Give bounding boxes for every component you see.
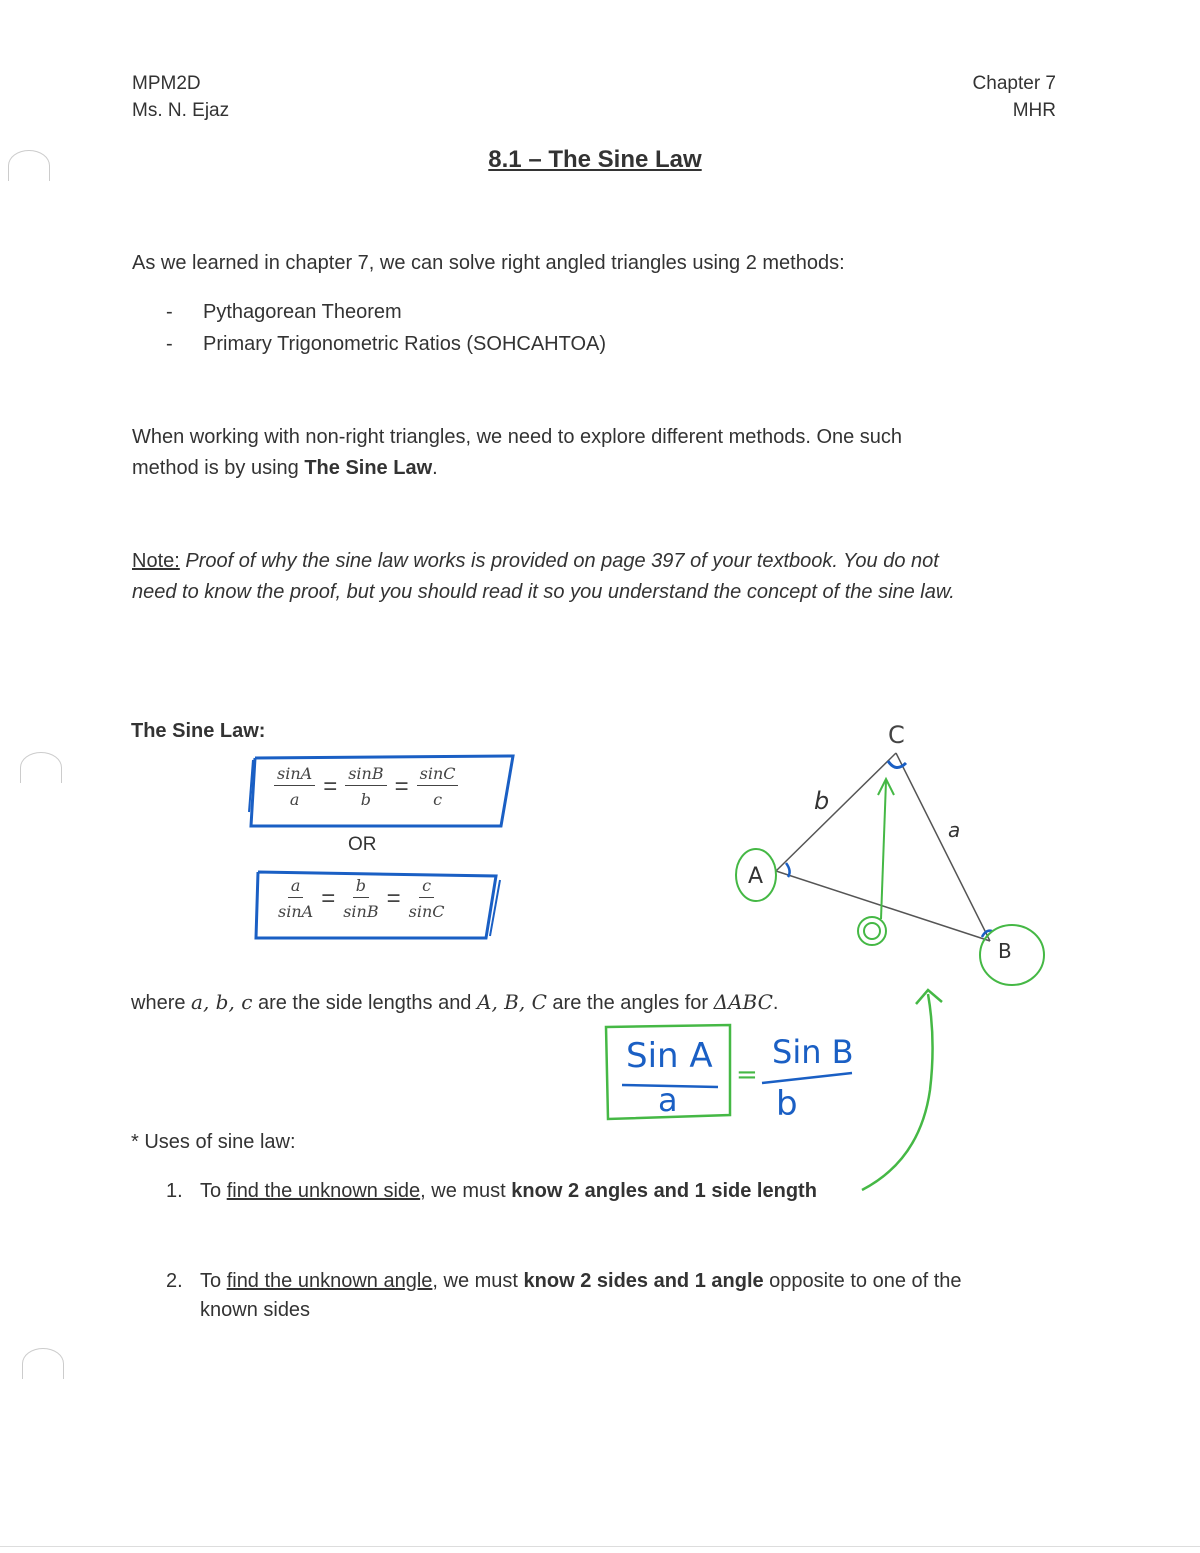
fraction-numerator: b [353,876,369,898]
period: . [772,992,779,1014]
item-underlined: find the unknown angle [226,1270,433,1292]
equals-sign: = [323,772,338,800]
note-line-1 [132,546,955,577]
fraction-denominator: sinB [343,902,379,921]
chapter-label: Chapter 7 [972,73,1056,94]
side-a [896,753,990,941]
hand-equals: = [736,1060,758,1090]
item-text: , we must [420,1180,512,1202]
item-number: 2. [166,1270,183,1292]
uses-heading: * Uses of sine law: [131,1131,296,1153]
publisher-label: MHR [1012,100,1056,121]
equals-sign: = [321,884,336,912]
fraction-numerator: sinA [274,764,315,786]
side-label-a: a [948,818,961,842]
list-item-text: Primary Trigonometric Ratios (SOHCAHTOA) [203,333,607,355]
note-paragraph [132,546,955,608]
page-title: 8.1 – The Sine Law [488,146,702,173]
nonright-line-2 [132,453,902,484]
list-item-text: Pythagorean Theorem [203,301,402,323]
fraction [417,764,459,809]
item-text: , we must [432,1270,524,1292]
list-dash: - [166,301,173,323]
use-item-2-line-1 [166,1266,962,1297]
fraction-denominator: b [360,790,372,809]
where-text: are the angles for [546,992,714,1014]
methods-list [166,296,606,360]
fraction [345,764,386,809]
circle-B [980,925,1044,985]
hand-num-2: Sin B [772,1033,854,1071]
binder-ring-middle [20,752,62,783]
fraction-numerator: sinC [417,764,459,786]
period: . [432,457,438,479]
course-code: MPM2D [132,73,201,94]
list-dash: - [166,333,173,355]
nonright-line-1: When working with non-right triangles, we need to explore different methods. One such [132,426,903,448]
fraction-numerator: a [288,876,304,898]
circle-c-inner [864,923,880,939]
nonright-paragraph [132,422,902,484]
list-item [166,328,606,360]
item-bold: know 2 angles and 1 side length [511,1180,817,1202]
vertex-label-B: B [998,939,1012,963]
item-underlined: find the unknown side [226,1180,421,1202]
use-item-1 [166,1176,817,1207]
binder-ring-bottom [22,1348,64,1379]
angle-variables: A, B, C [477,990,547,1014]
item-text: opposite to one of the [763,1270,962,1292]
item-text: To [200,1180,227,1202]
nonright-text: method is by using [132,457,305,479]
fraction-denominator: a [289,790,300,809]
equals-sign: = [386,884,401,912]
vertex-label-C: C [888,721,905,749]
use-item-2-line-2: known sides [200,1299,311,1321]
hand-den-1: a [658,1081,678,1119]
fraction [343,876,378,921]
circle-c-mark [858,917,886,945]
side-label-b: b [814,787,830,815]
fraction-denominator: sinC [408,902,445,921]
header-right [973,70,1056,124]
fraction [278,876,313,921]
fraction-numerator: sinB [345,764,386,786]
fraction-denominator: sinA [278,902,314,921]
height-line [881,781,886,919]
note-line-2: need to know the proof, but you should read it so you understand the concept of the sine law. [132,581,955,603]
sine-law-heading: The Sine Law: [131,720,266,742]
note-label: Note: [132,550,180,572]
fraction-numerator: c [419,876,434,898]
sine-law-bold: The Sine Law [304,457,433,479]
green-pointer-arrow [850,980,960,1200]
scan-edge [0,1546,1200,1547]
handwritten-ratio [596,1015,876,1125]
equals-sign: = [394,772,409,800]
fraction [409,876,445,921]
where-text: where [131,992,192,1014]
list-item [166,296,606,328]
angle-mark-C [888,761,906,768]
where-text: are the side lengths and [252,992,477,1014]
triangle-diagram [720,715,1060,1015]
or-label: OR [348,834,377,855]
side-b [776,753,896,871]
item-number: 1. [166,1180,183,1202]
hand-num-1: Sin A [626,1036,713,1076]
teacher-name: Ms. N. Ejaz [132,100,230,121]
header-left [132,70,229,124]
fraction [274,764,315,809]
triangle-name: ΔABC [713,990,773,1014]
item-bold: know 2 sides and 1 angle [523,1270,764,1292]
use-item-2 [166,1266,962,1324]
hand-den-2: b [776,1084,798,1124]
item-text: To [200,1270,227,1292]
note-text-1: Proof of why the sine law works is provided on page 397 of your textbook. You do not [179,550,939,572]
formula-2 [274,876,448,921]
formula-1 [270,764,462,809]
side-variables: a, b, c [191,990,253,1014]
fraction-denominator: c [433,790,443,809]
vertex-label-A: A [748,864,764,889]
intro-paragraph: As we learned in chapter 7, we can solve right angled triangles using 2 methods: [132,252,845,274]
